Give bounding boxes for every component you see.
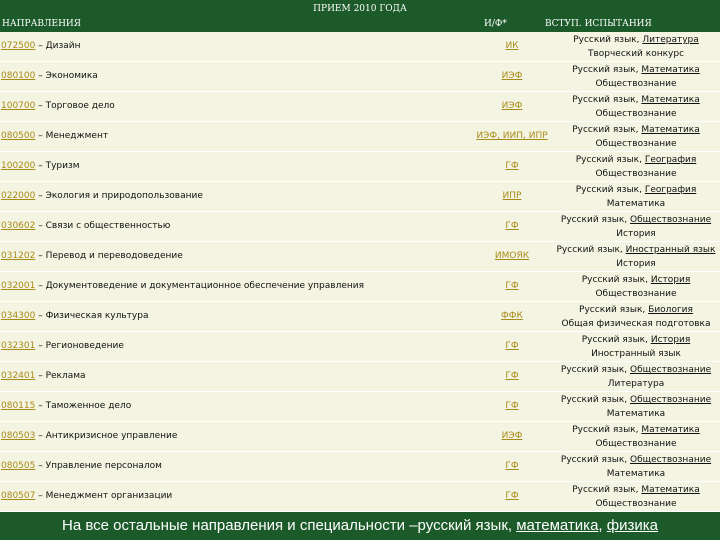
- exams-cell: [545, 33, 720, 61]
- faculty-link[interactable]: ИПР: [502, 191, 522, 201]
- exam-profile-link[interactable]: Обществознание: [630, 455, 712, 465]
- exam-line-2: Обществознание: [595, 79, 677, 89]
- exam-primary: Русский язык,: [581, 275, 651, 285]
- direction-name: – Менеджмент организации: [35, 491, 173, 501]
- exam-primary: Русский язык,: [573, 35, 643, 45]
- direction-code-link[interactable]: 022000: [1, 191, 36, 201]
- exam-profile-link[interactable]: Математика: [641, 425, 700, 435]
- direction-code-link[interactable]: 080115: [1, 401, 36, 411]
- table-row: [0, 32, 720, 62]
- exams-cell: [545, 93, 720, 121]
- direction-name: – Реклама: [35, 371, 86, 381]
- faculty-link[interactable]: ГФ: [505, 491, 519, 501]
- table-row: [0, 422, 720, 452]
- direction-name: – Дизайн: [35, 41, 81, 51]
- faculty-link[interactable]: ИК: [505, 41, 519, 51]
- exam-line-2: Обществознание: [595, 109, 677, 119]
- exam-line-2: Обществознание: [595, 169, 677, 179]
- exam-line-2: История: [616, 229, 656, 239]
- table-row: [0, 332, 720, 362]
- direction-name: – Управление персоналом: [35, 461, 162, 471]
- exam-profile-link[interactable]: Обществознание: [630, 215, 712, 225]
- direction-cell: [1, 482, 172, 511]
- exam-line-2: Математика: [606, 199, 666, 209]
- exams-cell: [545, 423, 720, 451]
- header-exams: ВСТУП. ИСПЫТАНИЯ: [545, 19, 652, 29]
- exam-line-2: Обществознание: [595, 499, 677, 509]
- direction-name: – Регионоведение: [35, 341, 124, 351]
- direction-cell: [1, 362, 86, 391]
- footer-note: [0, 512, 720, 540]
- exam-line-2: Обществознание: [595, 289, 677, 299]
- exam-primary: Русский язык,: [572, 125, 642, 135]
- direction-code-link[interactable]: 034300: [1, 311, 36, 321]
- exam-line-1: [545, 363, 720, 377]
- exam-primary: Русский язык,: [572, 65, 642, 75]
- exam-line-1: [545, 123, 720, 137]
- exam-line-1: [545, 423, 720, 437]
- exam-line-1: [545, 93, 720, 107]
- direction-name: – Торговое дело: [35, 101, 115, 111]
- direction-name: – Антикризисное управление: [35, 431, 178, 441]
- direction-cell: [1, 212, 170, 241]
- faculty-link[interactable]: ГФ: [505, 401, 519, 411]
- page-title: ПРИЕМ 2010 ГОДА: [0, 0, 720, 18]
- table-row: [0, 182, 720, 212]
- table-row: [0, 92, 720, 122]
- exam-line-1: [545, 243, 720, 257]
- faculty-link[interactable]: ГФ: [505, 161, 519, 171]
- direction-code-link[interactable]: 080505: [1, 461, 36, 471]
- exam-primary: Русский язык,: [581, 335, 651, 345]
- exams-cell: [545, 363, 720, 391]
- exam-primary: Русский язык,: [579, 305, 649, 315]
- direction-code-link[interactable]: 030602: [1, 221, 36, 231]
- direction-name: – Экономика: [35, 71, 98, 81]
- exam-profile-link[interactable]: Иностранный язык: [625, 245, 716, 255]
- table-row: [0, 272, 720, 302]
- exam-line-1: [545, 183, 720, 197]
- faculty-link[interactable]: ГФ: [505, 371, 519, 381]
- direction-code-link[interactable]: 100700: [1, 101, 36, 111]
- exams-cell: [545, 213, 720, 241]
- exam-line-1: [545, 393, 720, 407]
- exam-primary: Русский язык,: [556, 245, 626, 255]
- exam-line-1: [545, 483, 720, 497]
- direction-name: – Связи с общественностью: [35, 221, 171, 231]
- direction-code-link[interactable]: 032001: [1, 281, 36, 291]
- exam-primary: Русский язык,: [560, 455, 630, 465]
- direction-name: – Экология и природопользование: [35, 191, 203, 201]
- table-row: [0, 212, 720, 242]
- faculty-link[interactable]: ГФ: [505, 281, 519, 291]
- exam-primary: Русский язык,: [572, 95, 642, 105]
- exam-line-1: [545, 63, 720, 77]
- exam-line-2: Общая физическая подготовка: [561, 319, 711, 329]
- exams-cell: [545, 273, 720, 301]
- table-row: [0, 242, 720, 272]
- table-row: [0, 392, 720, 422]
- direction-cell: [1, 152, 80, 181]
- exams-cell: [545, 243, 720, 271]
- exam-primary: Русский язык,: [560, 395, 630, 405]
- exam-line-2: Иностранный язык: [591, 349, 681, 359]
- exams-cell: [545, 123, 720, 151]
- table-row: [0, 152, 720, 182]
- exam-profile-link[interactable]: История: [650, 275, 691, 285]
- exam-profile-link[interactable]: История: [650, 335, 691, 345]
- exam-profile-link[interactable]: Литература: [642, 35, 699, 45]
- direction-name: – Туризм: [35, 161, 80, 171]
- exam-line-1: [545, 303, 720, 317]
- exam-primary: Русский язык,: [572, 485, 642, 495]
- direction-cell: [1, 92, 115, 121]
- exam-line-2: Математика: [606, 469, 666, 479]
- exam-line-2: История: [616, 259, 656, 269]
- exam-line-1: [545, 153, 720, 167]
- exam-profile-link[interactable]: Обществознание: [630, 395, 712, 405]
- direction-code-link[interactable]: 032401: [1, 371, 36, 381]
- exam-profile-link[interactable]: Математика: [641, 95, 700, 105]
- exam-profile-link[interactable]: Математика: [641, 485, 700, 495]
- faculty-link[interactable]: ФФК: [501, 311, 523, 321]
- table-row: [0, 362, 720, 392]
- exam-profile-link[interactable]: Математика: [641, 125, 700, 135]
- direction-cell: [1, 272, 364, 301]
- direction-cell: [1, 422, 177, 451]
- direction-code-link[interactable]: 072500: [1, 41, 36, 51]
- faculty-link[interactable]: ИЭФ, ИИП, ИПР: [476, 131, 548, 141]
- table-row: [0, 302, 720, 332]
- exam-line-2: Обществознание: [595, 439, 677, 449]
- direction-code-link[interactable]: 080500: [1, 131, 36, 141]
- direction-name: – Документоведение и документационное обеспечение управления: [35, 281, 365, 291]
- footer-math-link[interactable]: математика: [516, 517, 599, 534]
- faculty-link[interactable]: ГФ: [505, 221, 519, 231]
- exam-line-2: Обществознание: [595, 139, 677, 149]
- faculty-link[interactable]: ГФ: [505, 341, 519, 351]
- direction-code-link[interactable]: 031202: [1, 251, 36, 261]
- direction-name: – Таможенное дело: [35, 401, 132, 411]
- exams-cell: [545, 453, 720, 481]
- exams-cell: [545, 303, 720, 331]
- exam-profile-link[interactable]: Математика: [641, 65, 700, 75]
- faculty-link[interactable]: ГФ: [505, 461, 519, 471]
- direction-code-link[interactable]: 080503: [1, 431, 36, 441]
- exam-profile-link[interactable]: Обществознание: [630, 365, 712, 375]
- faculty-link[interactable]: ИЭФ: [501, 431, 523, 441]
- header-faculty: И/Ф*: [484, 19, 507, 29]
- direction-cell: [1, 182, 203, 211]
- direction-cell: [1, 452, 162, 481]
- exams-cell: [545, 333, 720, 361]
- exam-line-1: [545, 33, 720, 47]
- footer-physics-link[interactable]: физика: [606, 517, 658, 534]
- faculty-link[interactable]: ИЭФ: [501, 71, 523, 81]
- direction-name: – Перевод и переводоведение: [35, 251, 183, 261]
- direction-name: – Физическая культура: [35, 311, 149, 321]
- table-row: [0, 482, 720, 512]
- direction-code-link[interactable]: 032301: [1, 341, 36, 351]
- direction-cell: [1, 32, 81, 61]
- direction-code-link[interactable]: 080100: [1, 71, 36, 81]
- table-row: [0, 452, 720, 482]
- exam-primary: Русский язык,: [560, 215, 630, 225]
- direction-cell: [1, 332, 124, 361]
- exam-primary: Русский язык,: [575, 185, 645, 195]
- faculty-link[interactable]: ИЭФ: [501, 101, 523, 111]
- direction-code-link[interactable]: 100200: [1, 161, 36, 171]
- direction-name: – Менеджмент: [35, 131, 109, 141]
- exam-profile-link[interactable]: Биология: [648, 305, 693, 315]
- footer-text: На все остальные направления и специальности –русский язык,: [62, 517, 517, 534]
- exams-cell: [545, 183, 720, 211]
- footer-separator: ,: [598, 517, 607, 534]
- header-directions: НАПРАВЛЕНИЯ: [2, 19, 82, 29]
- faculty-link[interactable]: ИМОЯК: [494, 251, 530, 261]
- direction-cell: [1, 62, 98, 91]
- directions-table: [0, 32, 720, 512]
- direction-cell: [1, 242, 183, 271]
- exam-primary: Русский язык,: [575, 155, 645, 165]
- exam-line-2: Творческий конкурс: [587, 49, 685, 59]
- exams-cell: [545, 483, 720, 511]
- direction-cell: [1, 122, 108, 151]
- exam-line-1: [545, 273, 720, 287]
- exams-cell: [545, 153, 720, 181]
- table-header: [0, 18, 720, 32]
- exam-line-1: [545, 213, 720, 227]
- exam-line-2: Математика: [606, 409, 666, 419]
- direction-code-link[interactable]: 080507: [1, 491, 36, 501]
- exam-primary: Русский язык,: [560, 365, 630, 375]
- exam-primary: Русский язык,: [572, 425, 642, 435]
- exam-line-2: Литература: [607, 379, 665, 389]
- exams-cell: [545, 63, 720, 91]
- table-row: [0, 62, 720, 92]
- exam-profile-link[interactable]: География: [644, 185, 697, 195]
- exam-line-1: [545, 453, 720, 467]
- exam-line-1: [545, 333, 720, 347]
- exams-cell: [545, 393, 720, 421]
- direction-cell: [1, 302, 148, 331]
- exam-profile-link[interactable]: География: [644, 155, 697, 165]
- direction-cell: [1, 392, 131, 421]
- table-row: [0, 122, 720, 152]
